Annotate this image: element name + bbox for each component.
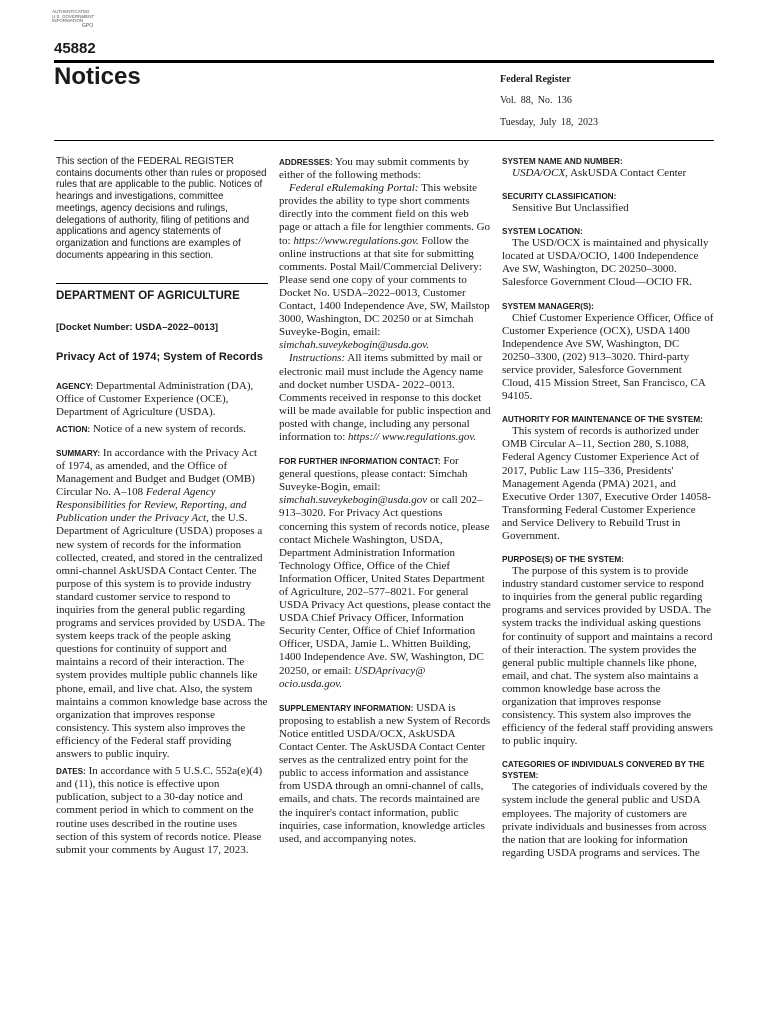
authority-label: AUTHORITY FOR MAINTENANCE OF THE SYSTEM:: [502, 415, 703, 425]
column-2: [279, 156, 491, 846]
regulations-link[interactable]: https://www.regulations.gov.: [293, 234, 419, 247]
summary-label: SUMMARY:: [56, 448, 101, 458]
action-paragraph: [56, 423, 268, 436]
dates-label: DATES:: [56, 767, 86, 777]
date-line: Tuesday, July 18, 2023: [500, 117, 599, 128]
addresses-paragraph: ADDRESSES: You may submit comments by either of the following methods:: [279, 156, 469, 182]
summary-italic: Federal Agency Responsibilities for Review, Reporting, and Publication under the Privacy Act: [56, 486, 247, 525]
divider: [56, 283, 268, 284]
volume-line: Vol. 88, No. 136: [500, 95, 572, 106]
agency-paragraph: [56, 380, 268, 419]
action-text: Notice of a new system of records.: [92, 422, 246, 435]
section-intro: This section of the FEDERAL REGISTER contains documents other than rules or proposed rules that are applicable to the public. Notices of hearings and investigations, committee meetings, agency decisions and rulings, delegations of authority, filing of petitions and applications and agency statements of organization and functions are examples of documents appearing in this section.: [56, 156, 267, 261]
authority-text: This system of records is authorized under OMB Circular A–11, Section 280, S.1088, Federal Agency Customer Experience Act of 2017, Public Law 115–336, Presidents' Management Agenda (PMA) 2021, and Executive Order 1307, Executive Order 14058-Transforming Federal Customer Experience and Service Delivery to Rebuild Trust in Government.: [502, 425, 711, 542]
agency-label: AGENCY:: [56, 381, 94, 391]
column-1: [56, 156, 268, 857]
department-heading: DEPARTMENT OF AGRICULTURE: [56, 290, 240, 303]
further-info-label: FOR FURTHER INFORMATION CONTACT:: [279, 457, 441, 467]
dates-paragraph: [56, 765, 268, 857]
security-classification-label: SECURITY CLASSIFICATION:: [502, 192, 617, 202]
agency-text: Departmental Administration (DA), Office of Customer Experience (OCE), Department of Agriculture (USDA).: [56, 379, 254, 418]
categories-label: CATEGORIES OF INDIVIDUALS CONVERED BY THE SYSTEM:: [502, 760, 705, 781]
system-location-text: The USD/OCX is maintained and physically located at USDA/OCIO, 1400 Independence Ave SW, Washington, DC 20250–3000. Salesforce Government Cloud—OCIO FR.: [502, 237, 709, 289]
seal-line: GPO: [82, 22, 94, 29]
purpose-text: The purpose of this system is to provide industry standard customer service to respond to inquiries from the general public regarding programs and services provided by USDA. The system tracks the individual asking questions for continuity of support and maintains a record of their interaction. The system provides the general public multiple channels like phone, email, and chat. The system also maintains a common knowledge base across the organization that improves response consistency. This system also improves the efficiency of the federal staff providing answers to public inquiry.: [502, 565, 713, 748]
header-rule: [54, 140, 714, 141]
seal-line: INFORMATION: [52, 18, 84, 24]
system-location-label: SYSTEM LOCATION:: [502, 227, 583, 237]
dates-text: In accordance with 5 U.S.C. 552a(e)(4) and (11), this notice is effective upon publication, subject to a 30-day notice and comment period in which to comment on the routine uses described in the routine uses section of this system of records notice. Please submit your comments by August 17, 2023.: [56, 765, 263, 856]
column-3: [502, 156, 714, 860]
further-info-paragraph: FOR FURTHER INFORMATION CONTACT: For general questions, please contact: Simchah Suveyke-Bogin, email: simchah.suveykebogin@usda.gov or call 202–913–3020. For Privacy Act questions concerning this system of records notice, please contact Michele Washington, USDA, Department Administration Information Technology Office, Office of the Chief Information Officer, United States Department of Agriculture, 202–577–8021. For general USDA Privacy Act questions, please contact the USDA Chief Privacy Officer, Information Security Center, Office of Chief Information Officer, USDA, Jamie L. Whitten Building, 1400 Independence Ave. SW, Washington, DC 20250, or email: USDAprivacy@ ocio.usda.gov.: [279, 455, 491, 690]
section-title: Notices: [54, 63, 141, 90]
privacy-email-link[interactable]: USDAprivacy@ ocio.usda.gov.: [279, 664, 426, 690]
erulemaking-paragraph: Federal eRulemaking Portal: This website provides the ability to type short comments directly into the comment field on this web page or attach a file for lengthier comments. Go to: https://www.regulations.gov. Follow the online instructions at that site for submitting comments. Postal Mail/Commercial Delivery: Please send one copy of your comments to Docket No. USDA–2022–0013, Customer Contact, 1400 Independence Ave, SW, Mailstop 3000, Washington, DC 20250 or at Simchah Suveyke-Bogin, email: simchah.suveykebogin@usda.gov.: [279, 182, 491, 352]
system-managers-label: SYSTEM MANAGER(S):: [502, 301, 594, 311]
top-rule: [54, 60, 714, 63]
page-number: 45882: [54, 40, 96, 57]
supplementary-label: SUPPLEMENTARY INFORMATION:: [279, 703, 414, 713]
docket-number: [Docket Number: USDA–2022–0013]: [56, 322, 219, 334]
security-classification-text: Sensitive But Unclassified: [512, 202, 629, 215]
addresses-label: ADDRESSES:: [279, 158, 333, 167]
system-managers-text: Chief Customer Experience Officer, Office of Customer Experience (OCX), USDA 1400 Independence Ave SW, Washington, DC 20250–3300, (202) 913–3020. Third-party service provider, Salesforce Government Cloud, 415 Mission Street, San Francisco, CA 94105.: [502, 311, 714, 403]
publication-title: Federal Register: [500, 74, 571, 85]
regulations-link[interactable]: https:// www.regulations.gov.: [348, 430, 477, 443]
purpose-label: PURPOSE(S) OF THE SYSTEM:: [502, 555, 624, 565]
supplementary-paragraph: SUPPLEMENTARY INFORMATION: USDA is proposing to establish a new System of Records Notice entitled USDA/OCX, AskUSDA Contact Center. The AskUSDA Contact Center serves as the centralized entry point for the public to access information and assistance from USDA through an omni-channel of calls, emails, and chats. The records maintained are the inquirer's contact information, public inquiries, case information, knowledge articles used, and accompanying notes.: [279, 701, 491, 845]
document-title: Privacy Act of 1974; System of Records: [56, 350, 263, 363]
contact-email-link[interactable]: simchah.suveykebogin@usda.gov: [279, 494, 428, 507]
system-name-text: USDA/OCX, AskUSDA Contact Center: [512, 167, 687, 179]
gpo-authentication-seal: [52, 10, 110, 36]
instructions-paragraph: Instructions: All items submitted by mail or electronic mail must include the Agency name and docket number USDA- 2022–0013. Comments received in response to this docket will be made available for public inspection and posted with change, including any personal information to: https:// www.regulations.gov.: [279, 352, 491, 443]
seal-line: AUTHENTICATED: [52, 9, 90, 14]
contact-email-link[interactable]: simchah.suveykebogin@usda.gov.: [279, 339, 430, 352]
summary-paragraph: SUMMARY: In accordance with the Privacy Act of 1974, as amended, and the Office of Management and Budget and Budget (OMB) Circular No. A–108 Federal Agency Responsibilities for Review, Reporting, and Publication under the Privacy Act, the U.S. Department of Agriculture (USDA) proposes a new system of records for the information collected, created, and stored in the centralized omni-channel AskUSDA Contact Center. The purpose of this system is to provide industry standard customer service to respond to inquiries from the general public regarding programs and services provided by USDA. The system keeps track of the people asking questions for continuity of support and maintains a record of their interaction. The system provides multiple public channels like phone, email, and live chat. Also, the system maintains a common knowledge base across the organization that improves response consistency. This system also improves the efficiency of the Federal staff providing answers to public inquiry.: [56, 446, 268, 761]
categories-text: The categories of individuals covered by the system include the general public and USDA employees. The majority of customers are private individuals and businesses from across the nation that are looking for information regarding USDA programs and services. The: [502, 781, 708, 859]
system-name-label: SYSTEM NAME AND NUMBER:: [502, 157, 623, 166]
action-label: ACTION:: [56, 424, 91, 434]
seal-line: U.S. GOVERNMENT: [52, 13, 95, 19]
